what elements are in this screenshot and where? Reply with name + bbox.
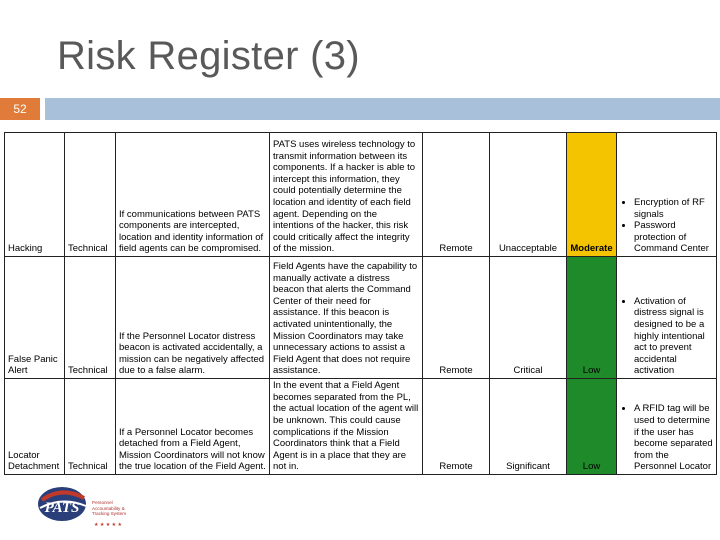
- risk-cell: Locator Detachment: [5, 379, 65, 475]
- table-row: [5, 133, 717, 257]
- risk-register-table: [4, 132, 717, 475]
- mitigation-item: • Encryption of RF signals: [634, 197, 713, 220]
- category-cell: Technical: [65, 133, 116, 257]
- rating-cell: Moderate: [567, 133, 617, 257]
- slide-title: Risk Register (3): [57, 34, 360, 78]
- trigger-cell: If a Personnel Locator becomes detached from a Field Agent, Mission Coordinators will not know the true location of the Field Agent.: [116, 379, 270, 475]
- mitigation-item: • Activation of distress signal is designed to be a highly intentional act to prevent accidental activation: [634, 296, 713, 377]
- impact-cell: Critical: [490, 257, 567, 379]
- probability-cell: Remote: [423, 379, 490, 475]
- logo-wordmark: PATS: [44, 500, 80, 516]
- risk-cell: Hacking: [5, 133, 65, 257]
- impact-cell: Unacceptable: [490, 133, 567, 257]
- trigger-cell: If communications between PATS components are intercepted, location and identity information of field agents can be compromised.: [116, 133, 270, 257]
- category-cell: Technical: [65, 379, 116, 475]
- table-row: [5, 379, 717, 475]
- trigger-cell: If the Personnel Locator distress beacon is activated accidentally, a mission can be negatively affected due to a false alarm.: [116, 257, 270, 379]
- rating-cell: Low: [567, 379, 617, 475]
- slide-number: 52: [0, 98, 40, 120]
- impact-cell: Significant: [490, 379, 567, 475]
- logo-tagline: Personnel Accountability & Tracking System: [92, 500, 127, 517]
- mitigation-cell: [617, 379, 717, 475]
- probability-cell: Remote: [423, 257, 490, 379]
- rating-cell: Low: [567, 257, 617, 379]
- description-cell: Field Agents have the capability to manually activate a distress beacon that alerts the Command Center of their need for assistance. If this beacon is activated unintentionally, the Mission Coordinators may take unnecessary actions to assist a Field Agent that does not require assistance.: [270, 257, 423, 379]
- mitigation-cell: [617, 133, 717, 257]
- probability-cell: Remote: [423, 133, 490, 257]
- mitigation-cell: [617, 257, 717, 379]
- description-cell: In the event that a Field Agent becomes separated from the PL, the actual location of the agent will be unknown. This could cause complications if the Mission Coordinators think that a Field Agent is in a place that they are not in.: [270, 379, 423, 475]
- description-cell: PATS uses wireless technology to transmit information between its components. If a hacker is able to intercept this information, they could potentially determine the location and identity of each field agent. Depending on the intentions of the hacker, this risk could critically affect the integrity of the mission.: [270, 133, 423, 257]
- mitigation-item: • Password protection of Command Center: [634, 220, 713, 255]
- svg-text:★ ★ ★ ★ ★: ★ ★ ★ ★ ★: [94, 522, 122, 528]
- header-bar: [45, 98, 720, 120]
- table-row: [5, 257, 717, 379]
- mitigation-item: • A RFID tag will be used to determine if the user has become separated from the Personnel Locator: [634, 403, 713, 473]
- category-cell: Technical: [65, 257, 116, 379]
- risk-cell: False Panic Alert: [5, 257, 65, 379]
